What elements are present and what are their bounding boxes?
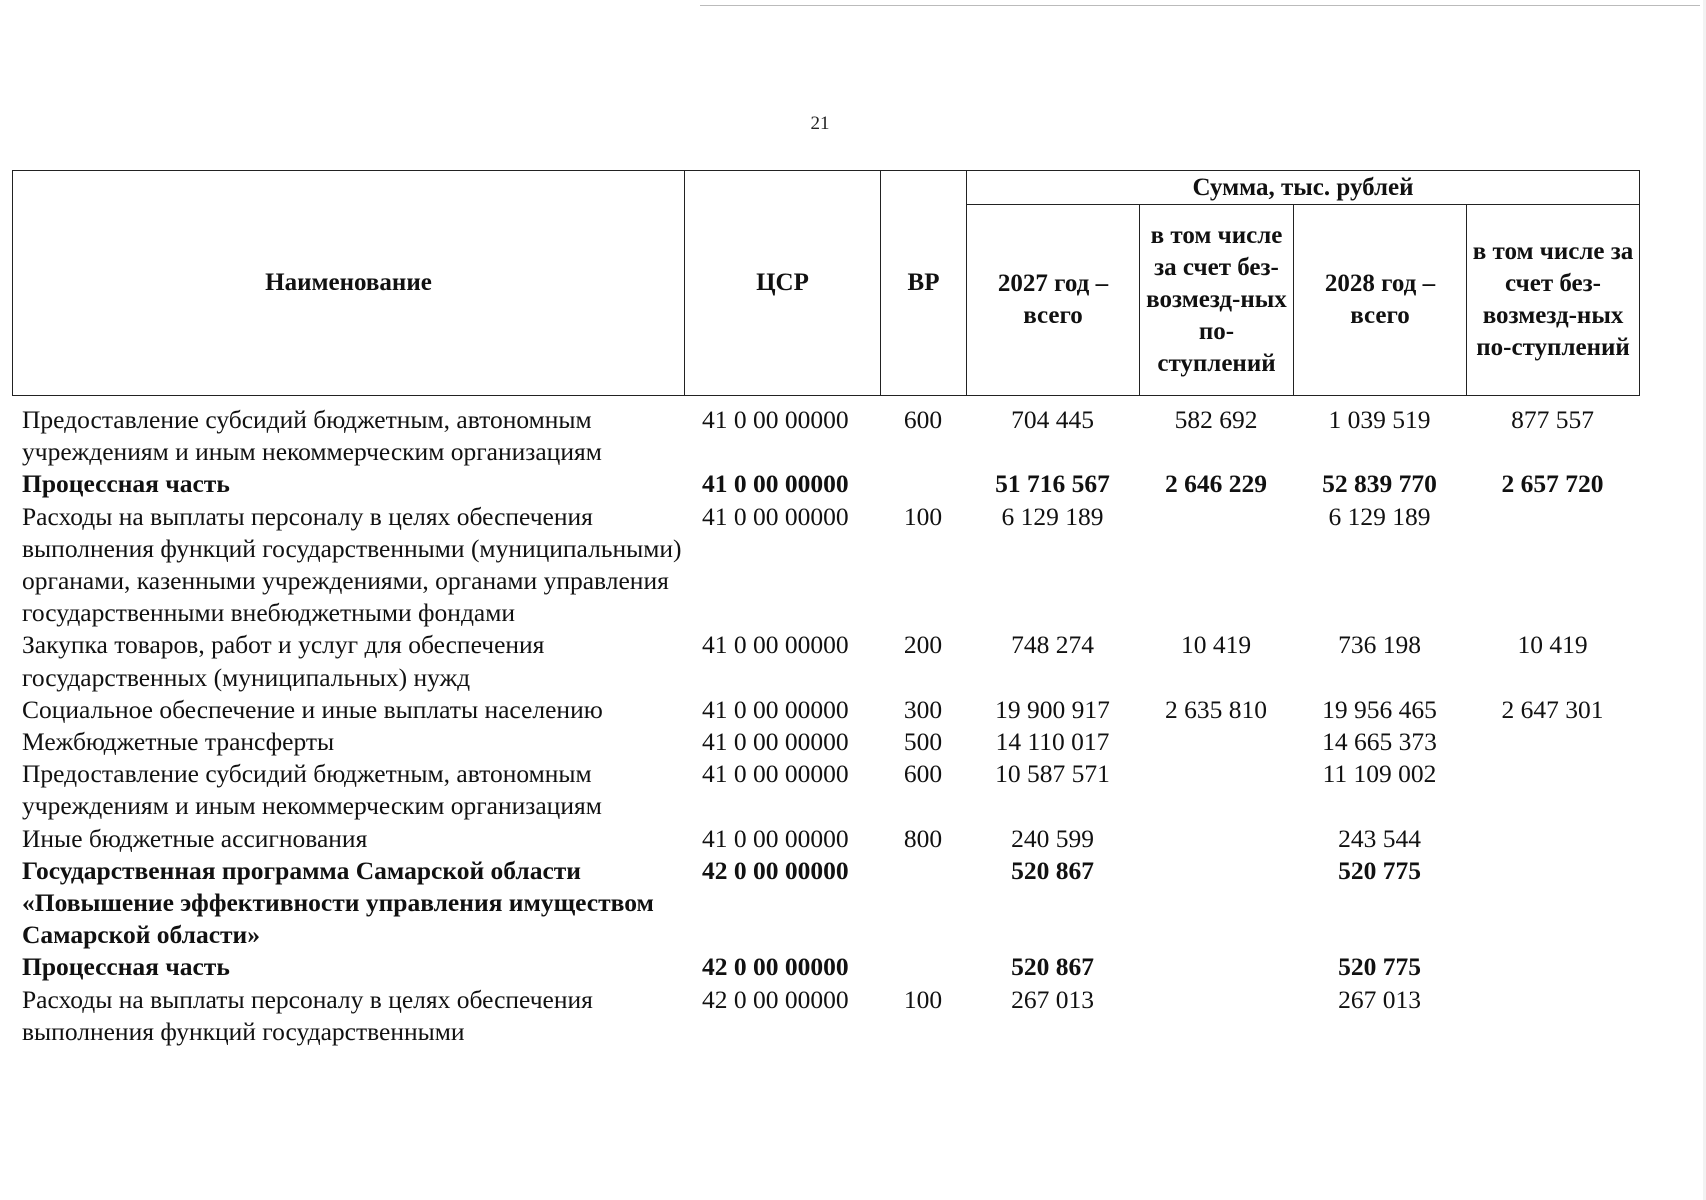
row-vr: 100 [903, 984, 943, 1014]
row-csr: 42 0 00 00000 [702, 855, 849, 885]
row-2028-total: 52 839 770 [1322, 469, 1437, 499]
row-2027-total: 51 716 567 [995, 469, 1110, 499]
row-2028-grants: 2 647 301 [1501, 694, 1604, 724]
header-2027-total: 2027 год – всего [967, 205, 1140, 396]
row-2027-total: 520 867 [1011, 855, 1094, 885]
table-row [12, 468, 1639, 500]
row-name: Процессная часть [22, 952, 230, 982]
table-body [12, 404, 1639, 1048]
row-2028-total: 520 775 [1338, 952, 1421, 982]
row-vr [880, 855, 966, 952]
row-vr: 200 [903, 630, 943, 660]
row-2028-total: 14 665 373 [1322, 727, 1437, 757]
row-vr: 600 [903, 405, 943, 434]
row-2027-grants: 2 646 229 [1165, 469, 1267, 499]
table-row [12, 823, 1639, 855]
row-2028-total: 520 775 [1338, 855, 1421, 885]
row-name: Закупка товаров, работ и услуг для обеспечения государственных (муниципальных) нужд [22, 630, 545, 692]
row-vr: 600 [903, 759, 943, 789]
table-row [12, 951, 1639, 983]
row-csr: 42 0 00 00000 [702, 984, 849, 1014]
row-2027-total: 704 445 [1011, 405, 1094, 434]
row-2027-grants [1139, 758, 1293, 822]
row-2027-total: 14 110 017 [995, 727, 1110, 757]
row-2028-total: 267 013 [1338, 984, 1421, 1014]
row-name: Государственная программа Самарской области «Повышение эффективности управления имуществом Самарской области» [22, 855, 654, 950]
row-2027-grants [1139, 984, 1293, 1048]
table-row [12, 404, 1639, 468]
header-name: Наименование [13, 171, 685, 396]
row-vr [880, 951, 966, 983]
table-row [12, 758, 1639, 822]
row-2028-grants: 2 657 720 [1501, 469, 1604, 499]
row-2028-grants [1466, 855, 1639, 952]
row-2028-grants [1466, 823, 1639, 855]
row-2028-total: 1 039 519 [1328, 405, 1431, 434]
row-2028-grants [1466, 951, 1639, 983]
row-name: Расходы на выплаты персоналу в целях обеспечения выполнения функций государственными (муниципальными) органами, казенными учреждениями, органами управления государственными внебюджетными фондами [22, 501, 682, 628]
row-name: Расходы на выплаты персоналу в целях обеспечения выполнения функций государственными [22, 984, 593, 1046]
row-csr: 41 0 00 00000 [702, 630, 849, 660]
row-2027-total: 267 013 [1011, 984, 1094, 1014]
row-name: Социальное обеспечение и иные выплаты населению [22, 694, 603, 724]
header-csr: ЦСР [685, 171, 881, 396]
table-row [12, 501, 1639, 630]
row-csr: 41 0 00 00000 [702, 759, 849, 789]
row-vr: 300 [903, 694, 943, 724]
row-2027-grants: 2 635 810 [1165, 694, 1267, 724]
table-row [12, 855, 1639, 952]
row-2028-total: 6 129 189 [1328, 501, 1431, 531]
table-row [12, 629, 1639, 693]
row-2028-grants [1466, 726, 1639, 758]
header-2028-total: 2028 год – всего [1294, 205, 1467, 396]
row-2028-total: 19 956 465 [1322, 694, 1437, 724]
row-name: Иные бюджетные ассигнования [22, 823, 368, 853]
row-csr: 41 0 00 00000 [702, 405, 849, 434]
row-2028-total: 736 198 [1338, 630, 1421, 660]
row-2028-total: 11 109 002 [1322, 759, 1437, 789]
header-2027-grants: в том числе за счет без-возмезд-ных по-ступлений [1140, 205, 1294, 396]
row-vr: 500 [903, 727, 943, 757]
row-csr: 41 0 00 00000 [702, 694, 849, 724]
row-csr: 41 0 00 00000 [702, 727, 849, 757]
row-name: Межбюджетные трансферты [22, 727, 335, 757]
row-name: Предоставление субсидий бюджетным, автономным учреждениям и иным некоммерческим организациям [22, 405, 602, 467]
table-header [12, 170, 1640, 396]
row-vr: 800 [903, 823, 943, 853]
table-row [12, 984, 1639, 1048]
row-2027-total: 748 274 [1011, 630, 1094, 660]
row-csr: 41 0 00 00000 [702, 469, 849, 499]
row-csr: 41 0 00 00000 [702, 501, 849, 531]
row-2027-grants [1139, 823, 1293, 855]
header-sum-group: Сумма, тыс. рублей [967, 171, 1640, 205]
scan-edge-line [700, 5, 1700, 8]
row-2028-grants [1466, 984, 1639, 1048]
header-2028-grants: в том числе за счет без-возмезд-ных по-ступлений [1467, 205, 1640, 396]
row-2027-grants: 582 692 [1174, 405, 1258, 434]
row-2028-total: 243 544 [1338, 823, 1421, 853]
row-2027-grants [1139, 501, 1293, 630]
row-csr: 42 0 00 00000 [702, 952, 849, 982]
row-2028-grants [1466, 501, 1639, 630]
row-2027-grants [1139, 855, 1293, 952]
table-row [12, 694, 1639, 726]
row-2027-grants: 10 419 [1180, 630, 1252, 660]
row-2027-grants [1139, 951, 1293, 983]
row-2027-grants [1139, 726, 1293, 758]
row-vr: 100 [903, 501, 943, 531]
row-2028-grants [1466, 758, 1639, 822]
row-vr [880, 468, 966, 500]
row-2027-total: 19 900 917 [995, 694, 1110, 724]
row-2028-grants: 877 557 [1511, 405, 1594, 434]
table-row [12, 726, 1639, 758]
row-csr: 41 0 00 00000 [702, 823, 849, 853]
row-2027-total: 10 587 571 [995, 759, 1110, 789]
row-name: Процессная часть [22, 469, 230, 499]
row-2027-total: 6 129 189 [1001, 501, 1104, 531]
page-number: 21 [810, 113, 830, 134]
header-vr: ВР [881, 171, 967, 396]
row-2028-grants: 10 419 [1517, 630, 1588, 660]
row-2027-total: 240 599 [1011, 823, 1094, 853]
row-2027-total: 520 867 [1011, 952, 1094, 982]
row-name: Предоставление субсидий бюджетным, автономным учреждениям и иным некоммерческим организациям [22, 759, 602, 821]
